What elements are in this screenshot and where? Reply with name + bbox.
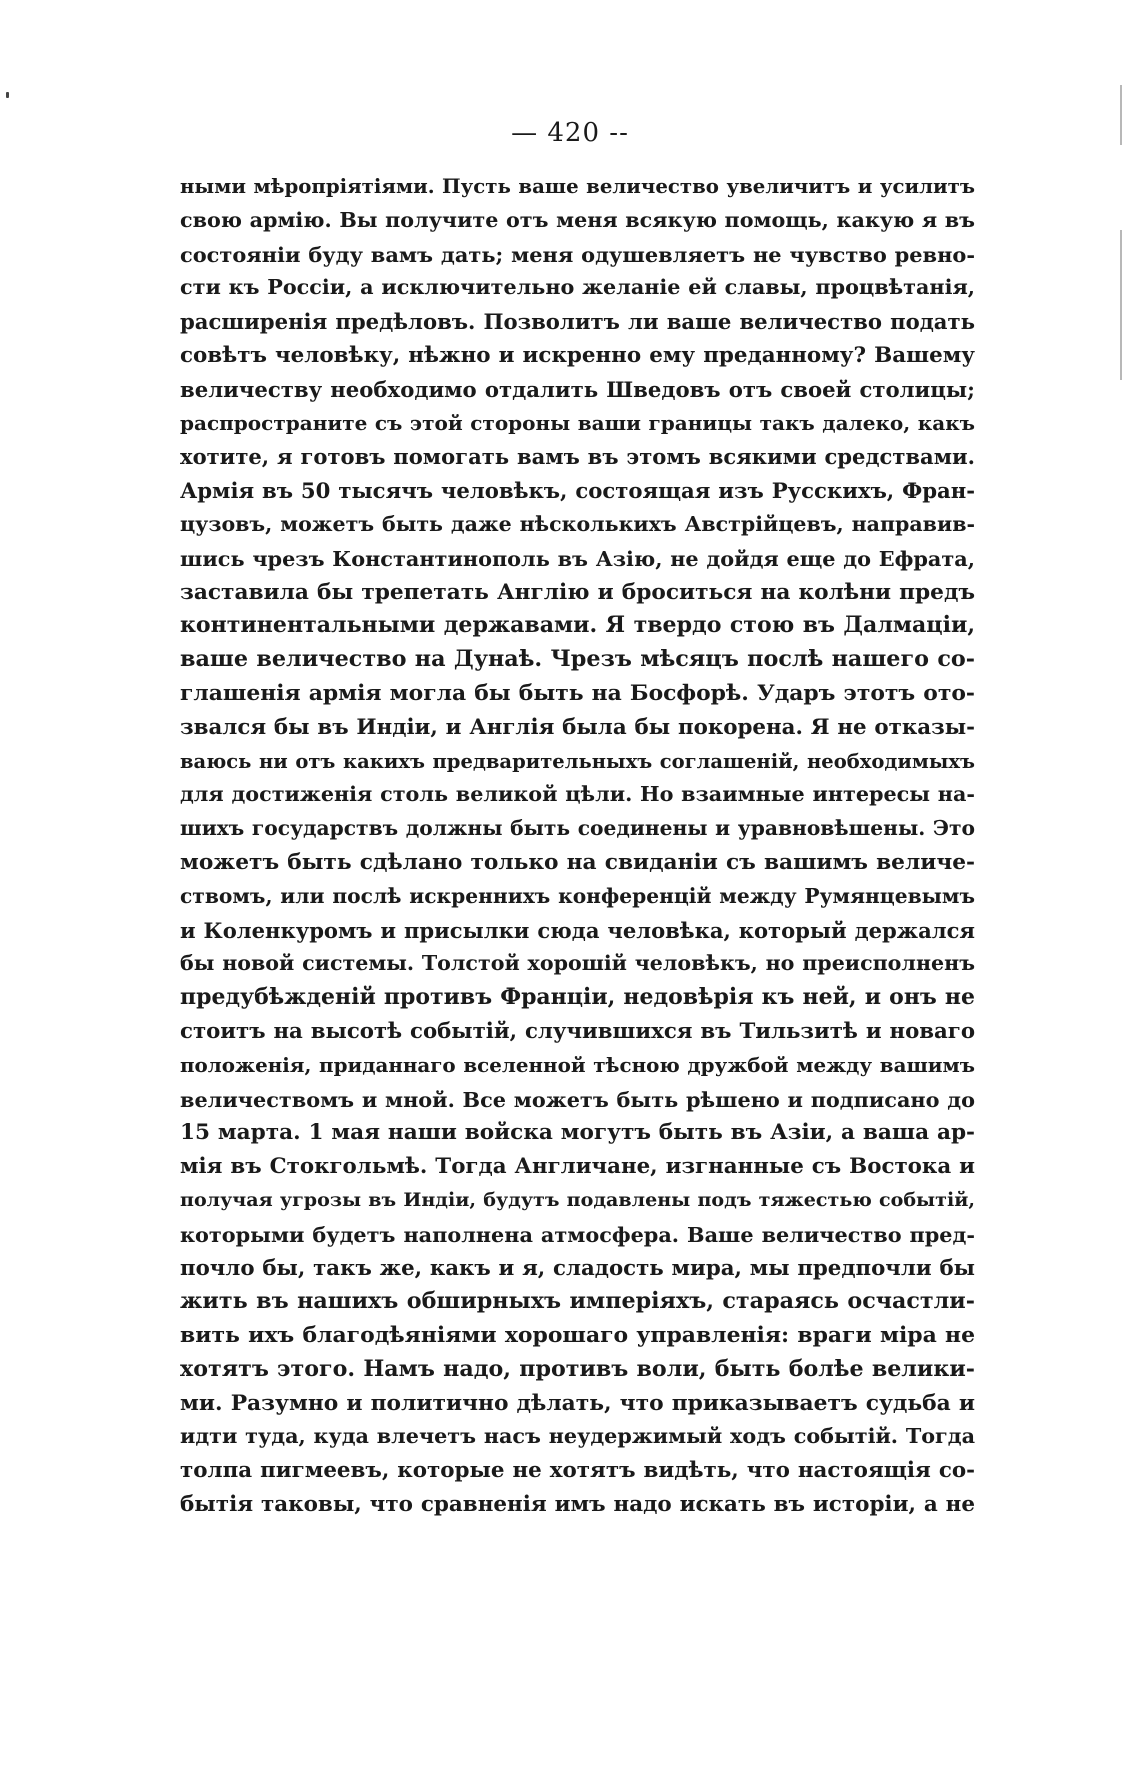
scan-speck [6,92,9,98]
text-line: сти къ Россіи, а исключительно желаніе ей славы, процвѣтанія, [180,275,975,300]
text-line: распространите съ этой стороны ваши границы такъ далеко, какъ [180,410,975,435]
text-line: бытія таковы, что сравненія имъ надо искать въ исторіи, а не [180,1492,975,1518]
text-line: ми. Разумно и политично дѣлать, что приказываетъ судьба и [180,1390,975,1416]
text-line: толпа пигмеевъ, которые не хотятъ видѣть, что настоящія со- [180,1458,975,1484]
text-line: вить ихъ благодѣяніями хорошаго управленія: враги міра не [180,1322,975,1349]
text-line: которыми будетъ наполнена атмосфера. Ваше величество пред- [180,1221,975,1247]
text-line: 15 марта. 1 мая наши войска могутъ быть въ Азіи, а ваша ар- [180,1120,975,1146]
text-line: заставила бы трепетать Англію и броситься на колѣни предъ [180,579,975,605]
text-line: ваюсь ни отъ какихъ предварительныхъ соглашеній, необходимыхъ [180,749,975,773]
text-line: шихъ государствъ должны быть соединены и уравновѣшены. Это [180,816,975,841]
text-line: бы новой системы. Толстой хорошій человѣкъ, но преисполненъ [180,951,975,976]
text-line: ными мѣропріятіями. Пусть ваше величество увеличитъ и усилитъ [180,174,975,198]
text-line: хотятъ этого. Намъ надо, противъ воли, быть болѣе велики- [180,1355,975,1382]
text-line: ваше величество на Дунаѣ. Чрезъ мѣсяцъ послѣ нашего со- [180,646,975,673]
text-line: мія въ Стокгольмѣ. Тогда Англичане, изгнанные съ Востока и [180,1154,975,1180]
text-line: Армія въ 50 тысячъ человѣкъ, состоящая изъ Русскихъ, Фран- [180,478,975,504]
text-line: цузовъ, можетъ быть даже нѣсколькихъ Австрійцевъ, направив- [180,511,975,536]
text-line: положенія, приданнаго вселенной тѣсною дружбой между вашимъ [180,1052,975,1077]
text-line: и Коленкуромъ и присылки сюда человѣка, который держался [180,917,975,943]
text-line: глашенія армія могла бы быть на Босфорѣ. Ударъ этотъ ото- [180,679,975,706]
text-line: совѣтъ человѣку, нѣжно и искренно ему преданному? Вашему [180,342,975,368]
text-line: звался бы въ Индіи, и Англія была бы покорена. Я не отказы- [180,714,975,740]
text-line: получая угрозы въ Индіи, будутъ подавлены подъ тяжестью событій, [180,1188,975,1211]
text-line: для достиженія столь великой цѣли. Но взаимные интересы на- [180,782,975,807]
text-line: величеству необходимо отдалить Шведовъ отъ своей столицы; [180,376,975,402]
text-line: ствомъ, или послѣ искреннихъ конференцій между Румянцевымъ [180,883,975,908]
scan-edge-mark [1120,230,1122,380]
text-line: можетъ быть сдѣлано только на свиданіи съ вашимъ величе- [180,849,975,875]
text-line: континентальными державами. Я твердо стою въ Далмаціи, [180,612,975,639]
body-text [180,170,975,1522]
text-line: величествомъ и мной. Все можетъ быть рѣшено и подписано до [180,1086,975,1112]
text-line: хотите, я готовъ помогать вамъ въ этомъ всякими средствами. [180,444,975,470]
text-line: предубѣжденій противъ Франціи, недовѣрія къ ней, и онъ не [180,984,975,1011]
text-line: шись чрезъ Константинополь въ Азію, не дойдя еще до Ефрата, [180,545,975,571]
text-line: свою армію. Вы получите отъ меня всякую помощь, какую я въ [180,207,975,232]
text-line: идти туда, куда влечетъ насъ неудержимый ходъ событій. Тогда [180,1424,975,1449]
page-number: — 420 -- [511,118,629,148]
scan-edge-mark [1120,85,1122,145]
text-line: расширенія предѣловъ. Позволитъ ли ваше величество подать [180,309,975,335]
text-line: почло бы, такъ же, какъ и я, сладость мира, мы предпочли бы [180,1255,975,1281]
text-line: стоитъ на высотѣ событій, случившихся въ Тильзитѣ и новаго [180,1018,975,1044]
text-line: жить въ нашихъ обширныхъ имперіяхъ, стараясь осчастли- [180,1288,975,1315]
text-line: состояніи буду вамъ дать; меня одушевляетъ не чувство ревно- [180,241,975,267]
